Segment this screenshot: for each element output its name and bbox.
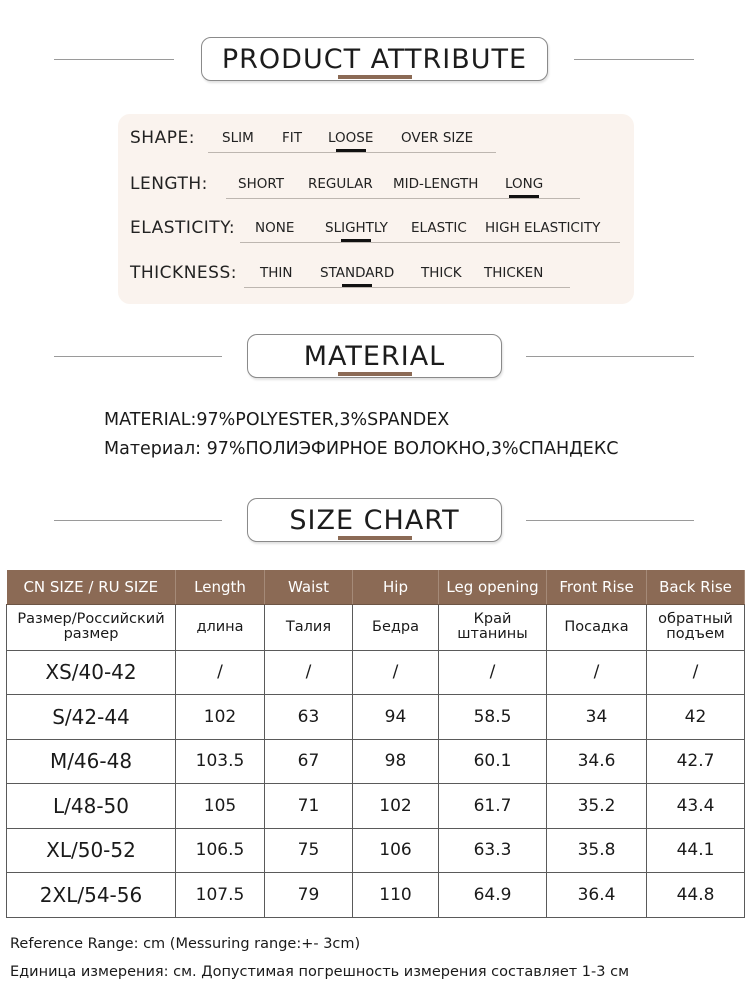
value-cell: 110 (353, 873, 439, 918)
material-header (0, 334, 750, 380)
table-row (7, 739, 745, 784)
option-fit: FIT (282, 130, 302, 146)
value-cell: 60.1 (439, 739, 547, 784)
table-subheader-row (7, 604, 745, 650)
attribute-baseline (240, 242, 620, 243)
value-cell: 44.8 (647, 873, 745, 918)
value-cell: 35.2 (547, 784, 647, 829)
option-short: SHORT (238, 176, 284, 192)
attribute-row-length (118, 174, 634, 204)
size-cell: XS/40-42 (7, 650, 176, 695)
value-cell: / (647, 650, 745, 695)
value-cell: 64.9 (439, 873, 547, 918)
attribute-label: LENGTH: (130, 174, 208, 194)
value-cell: 35.8 (547, 828, 647, 873)
title-accent-bar (338, 536, 412, 540)
attribute-panel (118, 114, 634, 304)
option-thick: THICK (421, 265, 462, 281)
value-cell: 103.5 (176, 739, 265, 784)
option-slim: SLIM (222, 130, 254, 146)
header-waist: Waist (265, 570, 353, 604)
option-loose-selected: LOOSE (328, 130, 373, 146)
option-regular: REGULAR (308, 176, 373, 192)
header-cn-size: CN SIZE / RU SIZE (7, 570, 176, 604)
table-row (7, 784, 745, 829)
size-chart-header (0, 498, 750, 544)
header-back-rise: Back Rise (647, 570, 745, 604)
subheader-cell: Посадка (547, 604, 647, 650)
subheader-cell: Талия (265, 604, 353, 650)
value-cell: 42.7 (647, 739, 745, 784)
header-leg-opening: Leg opening (439, 570, 547, 604)
value-cell: 34 (547, 695, 647, 740)
value-cell: / (265, 650, 353, 695)
value-cell: 58.5 (439, 695, 547, 740)
value-cell: 79 (265, 873, 353, 918)
value-cell: 107.5 (176, 873, 265, 918)
value-cell: 94 (353, 695, 439, 740)
subheader-cell: Бедра (353, 604, 439, 650)
size-cell: L/48-50 (7, 784, 176, 829)
value-cell: 71 (265, 784, 353, 829)
attribute-row-shape (118, 128, 634, 158)
subheader-cell: обратный подъем (647, 604, 745, 650)
table-header-row (7, 570, 745, 604)
table-row (7, 873, 745, 918)
value-cell: / (176, 650, 265, 695)
option-elastic: ELASTIC (411, 220, 467, 236)
header-length: Length (176, 570, 265, 604)
value-cell: / (353, 650, 439, 695)
product-attribute-header (0, 37, 750, 83)
option-mid-length: MID-LENGTH (393, 176, 479, 192)
value-cell: 102 (176, 695, 265, 740)
value-cell: 61.7 (439, 784, 547, 829)
value-cell: 63 (265, 695, 353, 740)
option-thicken: THICKEN (484, 265, 544, 281)
attribute-row-elasticity (118, 218, 634, 248)
selected-marker (342, 284, 372, 287)
size-cell: XL/50-52 (7, 828, 176, 873)
option-long-selected: LONG (505, 176, 543, 192)
subheader-cell: Размер/Российский размер (7, 604, 176, 650)
divider-right (526, 356, 694, 357)
section-title-text: MATERIAL (303, 340, 446, 372)
selected-marker (509, 195, 539, 198)
selected-marker (336, 149, 366, 152)
value-cell: 43.4 (647, 784, 745, 829)
footer-note-en: Reference Range: cm (Messuring range:+- 3cm) (10, 936, 361, 952)
divider-left (54, 356, 222, 357)
subheader-cell: Край штанины (439, 604, 547, 650)
attribute-baseline (226, 198, 580, 199)
option-none: NONE (255, 220, 295, 236)
footer-note-ru: Единица измерения: см. Допустимая погрешность измерения составляет 1-3 см (10, 964, 630, 980)
divider-left (54, 59, 174, 60)
option-over-size: OVER SIZE (401, 130, 474, 146)
value-cell: 34.6 (547, 739, 647, 784)
value-cell: 63.3 (439, 828, 547, 873)
value-cell: 98 (353, 739, 439, 784)
attribute-baseline (208, 152, 496, 153)
attribute-row-thickness (118, 263, 634, 293)
attribute-label: SHAPE: (130, 128, 195, 148)
header-front-rise: Front Rise (547, 570, 647, 604)
value-cell: 36.4 (547, 873, 647, 918)
value-cell: 105 (176, 784, 265, 829)
value-cell: 42 (647, 695, 745, 740)
value-cell: / (439, 650, 547, 695)
value-cell: 106 (353, 828, 439, 873)
attribute-label: ELASTICITY: (130, 218, 236, 238)
table-row (7, 828, 745, 873)
title-accent-bar (338, 75, 412, 79)
attribute-baseline (244, 287, 570, 288)
table-row (7, 695, 745, 740)
divider-right (526, 520, 694, 521)
selected-marker (341, 239, 371, 242)
material-text-ru: Материал: 97%ПОЛИЭФИРНОЕ ВОЛОКНО,3%СПАНДЕКС (104, 439, 619, 459)
attribute-label: THICKNESS: (130, 263, 237, 283)
option-standard-selected: STANDARD (320, 265, 394, 281)
option-slightly-selected: SLIGHTLY (325, 220, 388, 236)
value-cell: 106.5 (176, 828, 265, 873)
divider-left (54, 520, 222, 521)
value-cell: 44.1 (647, 828, 745, 873)
size-cell: 2XL/54-56 (7, 873, 176, 918)
section-title-text: PRODUCT ATTRIBUTE (221, 43, 528, 75)
value-cell: / (547, 650, 647, 695)
divider-right (574, 59, 694, 60)
option-thin: THIN (260, 265, 293, 281)
subheader-cell: длина (176, 604, 265, 650)
value-cell: 102 (353, 784, 439, 829)
title-accent-bar (338, 372, 412, 376)
value-cell: 75 (265, 828, 353, 873)
option-high-elasticity: HIGH ELASTICITY (485, 220, 601, 236)
size-cell: S/42-44 (7, 695, 176, 740)
size-chart-table (6, 570, 745, 918)
header-hip: Hip (353, 570, 439, 604)
size-cell: M/46-48 (7, 739, 176, 784)
section-title-text: SIZE CHART (289, 504, 460, 536)
value-cell: 67 (265, 739, 353, 784)
material-text-en: MATERIAL:97%POLYESTER,3%SPANDEX (104, 410, 450, 430)
table-row (7, 650, 745, 695)
